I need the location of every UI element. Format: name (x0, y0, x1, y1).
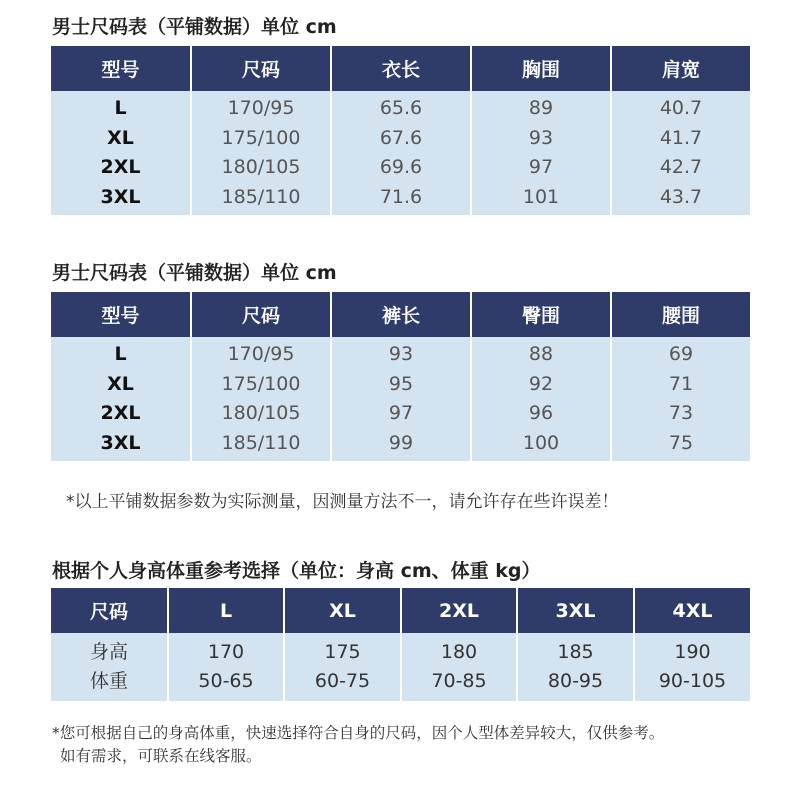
table1-header-shoulder: 肩宽 (611, 46, 750, 91)
table1-model-column (51, 91, 191, 215)
table3-header-2xl: 2XL (401, 588, 517, 633)
table3-header-xl: XL (284, 588, 401, 633)
table2-header-size: 尺码 (191, 292, 331, 337)
table-cell: 99 (388, 431, 414, 454)
measurement-note: *以上平铺数据参数为实际测量，因测量方法不一，请允许存在些许误差！ (66, 492, 619, 512)
table-cell: 93 (528, 126, 554, 149)
table3-4xl-column (634, 633, 750, 701)
table2-waist-column (611, 337, 750, 461)
table-cell: 41.7 (659, 126, 703, 149)
table-cell: L (114, 97, 127, 119)
height-weight-reference-table (51, 588, 750, 701)
table-cell: 190 (674, 641, 711, 663)
table-cell: 180/105 (221, 156, 301, 178)
table1-chest-column (471, 91, 611, 215)
table-cell: 180 (440, 641, 478, 663)
table2-header-waist: 腰围 (611, 292, 750, 337)
table-cell: 89 (528, 97, 554, 119)
table1-title: 男士尺码表（平铺数据）单位 cm (52, 16, 337, 38)
table-cell: 50-65 (198, 670, 254, 692)
table1-length-column (331, 91, 471, 215)
table-cell: 100 (522, 431, 560, 454)
table3-header-3xl: 3XL (517, 588, 634, 633)
size-table-tops (51, 46, 750, 215)
table-cell: 88 (528, 343, 554, 365)
table3-xl-column (284, 633, 401, 701)
table-cell: 3XL (100, 185, 141, 208)
table1-header-length: 衣长 (331, 46, 471, 91)
table1-size-column (191, 91, 331, 215)
table-cell: 69.6 (379, 156, 423, 178)
table-cell: 2XL (100, 156, 141, 178)
table3-3xl-column (517, 633, 634, 701)
table2-pant-length-column (331, 337, 471, 461)
table-cell: 70-85 (431, 670, 487, 692)
table2-title: 男士尺码表（平铺数据）单位 cm (52, 262, 337, 284)
table-cell: 170 (207, 641, 245, 663)
table-cell: XL (107, 372, 134, 395)
table-cell: L (114, 343, 127, 365)
table2-header-hip: 臀围 (471, 292, 611, 337)
table3-label-column (51, 633, 168, 701)
table2-body-row (51, 337, 750, 461)
table-cell: 101 (522, 185, 560, 208)
table-cell: 43.7 (659, 185, 703, 208)
table-cell: 69 (668, 343, 694, 365)
table-cell: 93 (388, 343, 414, 365)
table3-body-row (51, 633, 750, 701)
table-cell: 42.7 (659, 156, 703, 178)
table1-header-row (51, 46, 750, 91)
table-cell: 185/110 (221, 431, 301, 454)
table-cell: 180/105 (221, 402, 301, 424)
table-cell: 92 (528, 372, 554, 395)
table-cell: 3XL (100, 431, 141, 454)
table-cell: 97 (528, 156, 554, 178)
table-cell: 170/95 (227, 343, 295, 365)
table-cell: 97 (388, 402, 414, 424)
table3-header-size: 尺码 (51, 588, 168, 633)
table-cell: 体重 (89, 670, 128, 692)
table-cell: 185/110 (221, 185, 301, 208)
table-cell: 175/100 (221, 126, 301, 149)
table-cell: 40.7 (659, 97, 703, 119)
table-cell: 60-75 (314, 670, 371, 692)
table-cell: 身高 (89, 641, 128, 663)
table-cell: 73 (668, 402, 694, 424)
table-cell: 67.6 (379, 126, 423, 149)
table1-header-model: 型号 (51, 46, 191, 91)
table-cell: 95 (388, 372, 414, 395)
reference-note-line1: *您可根据自己的身高体重，快速选择符合自身的尺码，因个人型体差异较大，仅供参考。 (52, 724, 665, 742)
table3-header-row (51, 588, 750, 633)
table-cell: 65.6 (379, 97, 423, 119)
table-cell: 185 (557, 641, 594, 663)
table2-size-column (191, 337, 331, 461)
table3-header-4xl: 4XL (634, 588, 750, 633)
table1-header-chest: 胸围 (471, 46, 611, 91)
table-cell: 90-105 (658, 670, 727, 692)
table3-2xl-column (401, 633, 517, 701)
table-cell: 80-95 (547, 670, 604, 692)
table-cell: 96 (528, 402, 554, 424)
table2-hip-column (471, 337, 611, 461)
table2-header-row (51, 292, 750, 337)
table-cell: 71.6 (379, 185, 423, 208)
table-cell: 170/95 (227, 97, 295, 119)
table3-l-column (168, 633, 284, 701)
size-table-pants (51, 292, 750, 461)
table-cell: 175/100 (221, 372, 301, 395)
table-cell: XL (107, 126, 134, 149)
table1-body-row (51, 91, 750, 215)
table3-title: 根据个人身高体重参考选择（单位：身高 cm、体重 kg） (52, 560, 541, 582)
table2-model-column (51, 337, 191, 461)
table-cell: 175 (324, 641, 361, 663)
table-cell: 71 (668, 372, 694, 395)
table3-header-l: L (168, 588, 284, 633)
table1-header-size: 尺码 (191, 46, 331, 91)
table1-shoulder-column (611, 91, 750, 215)
reference-note-line2: 如有需求，可联系在线客服。 (60, 747, 262, 765)
table2-header-model: 型号 (51, 292, 191, 337)
table2-header-pant-length: 裤长 (331, 292, 471, 337)
table-cell: 75 (668, 431, 694, 454)
table-cell: 2XL (100, 402, 141, 424)
